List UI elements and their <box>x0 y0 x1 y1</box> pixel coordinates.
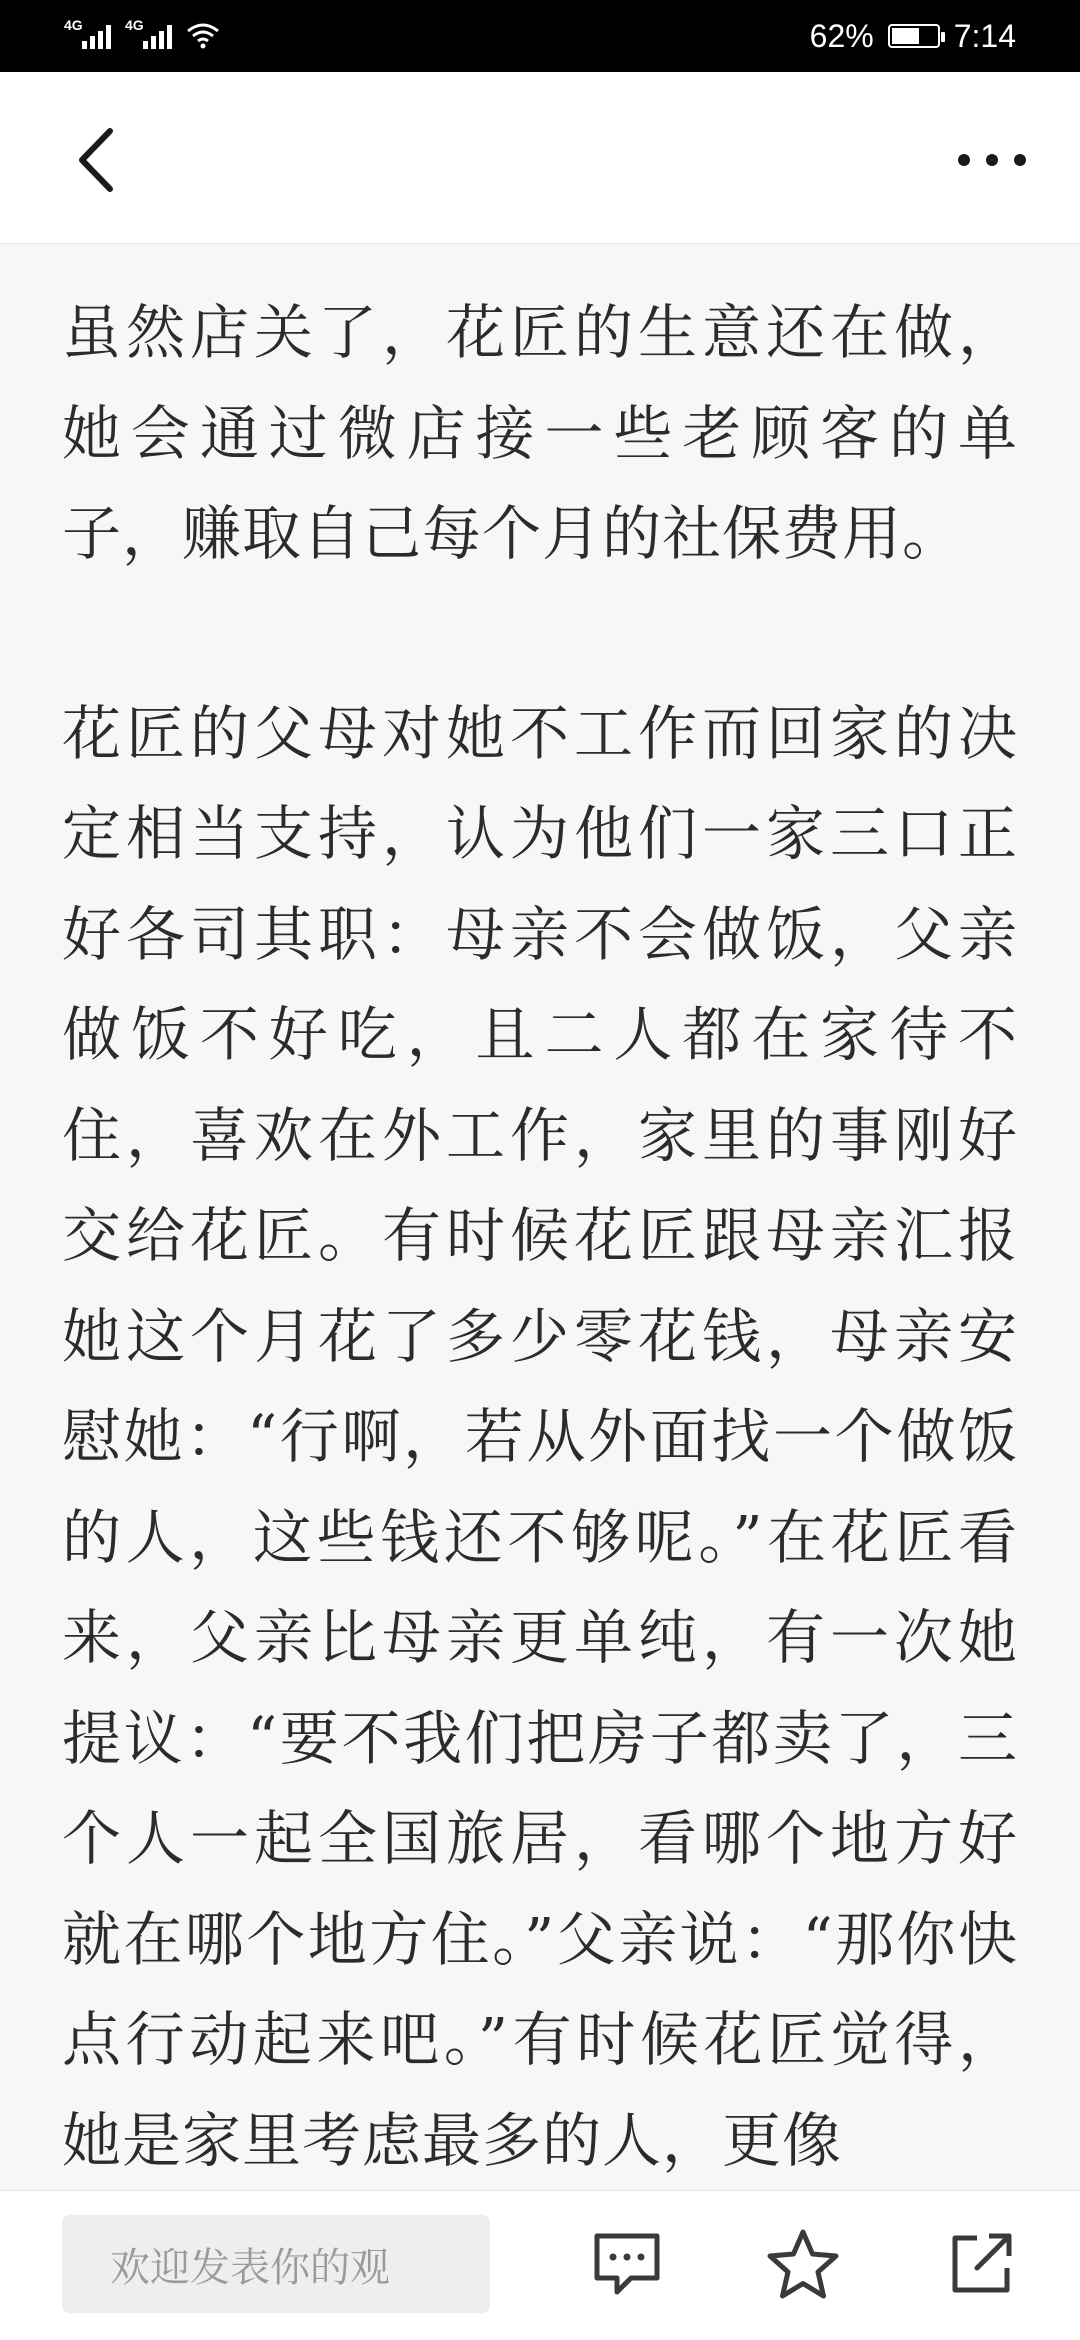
battery-level-fill <box>892 28 919 44</box>
article-paragraph: 虽然店关了，花匠的生意还在做，她会通过微店接一些老顾客的单子，赚取自己每个月的社保费用。 <box>62 298 1018 568</box>
comment-placeholder: 欢迎发表你的观 <box>110 2244 390 2291</box>
comment-input[interactable] <box>62 2215 490 2313</box>
network-type-label: 4G <box>64 17 83 33</box>
app-header <box>0 72 1080 244</box>
more-options-button[interactable] <box>944 120 1040 200</box>
comment-icon <box>591 2230 663 2298</box>
share-icon <box>947 2230 1015 2298</box>
star-icon <box>765 2228 841 2300</box>
bottom-action-bar <box>0 2190 1080 2340</box>
share-button[interactable] <box>936 2219 1026 2309</box>
comment-button[interactable] <box>582 2219 672 2309</box>
clock: 7:14 <box>953 17 1016 54</box>
battery-percent: 62% <box>809 17 874 54</box>
signal-icon <box>64 17 111 49</box>
signal-icon <box>125 17 172 49</box>
chevron-left-icon <box>74 125 118 195</box>
more-dots-icon <box>956 152 1028 168</box>
status-bar <box>0 0 1080 72</box>
battery-icon <box>888 24 940 48</box>
wifi-icon <box>186 22 220 50</box>
back-button[interactable] <box>56 120 136 200</box>
status-bar-left <box>64 17 220 50</box>
article-paragraph: 花匠的父母对她不工作而回家的决定相当支持，认为他们一家三口正好各司其职：母亲不会做饭，父亲做饭不好吃，且二人都在家待不住，喜欢在外工作，家里的事刚好交给花匠。有时候花匠跟母亲汇报她这个月花了多少零花钱，母亲安慰她：“行啊，若从外面找一个做饭的人，这些钱还不够呢。”在花匠看来，父亲比母亲更单纯，有一次她提议：“要不我们把房子都卖了，三个人一起全国旅居，看哪个地方好就在哪个地方住。”父亲说：“那你快点行动起来吧。”有时候花匠觉得，她是家里考虑最多的人，更像 <box>62 698 1018 2175</box>
favorite-button[interactable] <box>758 2219 848 2309</box>
network-type-label: 4G <box>125 17 144 33</box>
article-body[interactable] <box>0 245 1080 2190</box>
status-bar-right <box>810 18 1016 55</box>
